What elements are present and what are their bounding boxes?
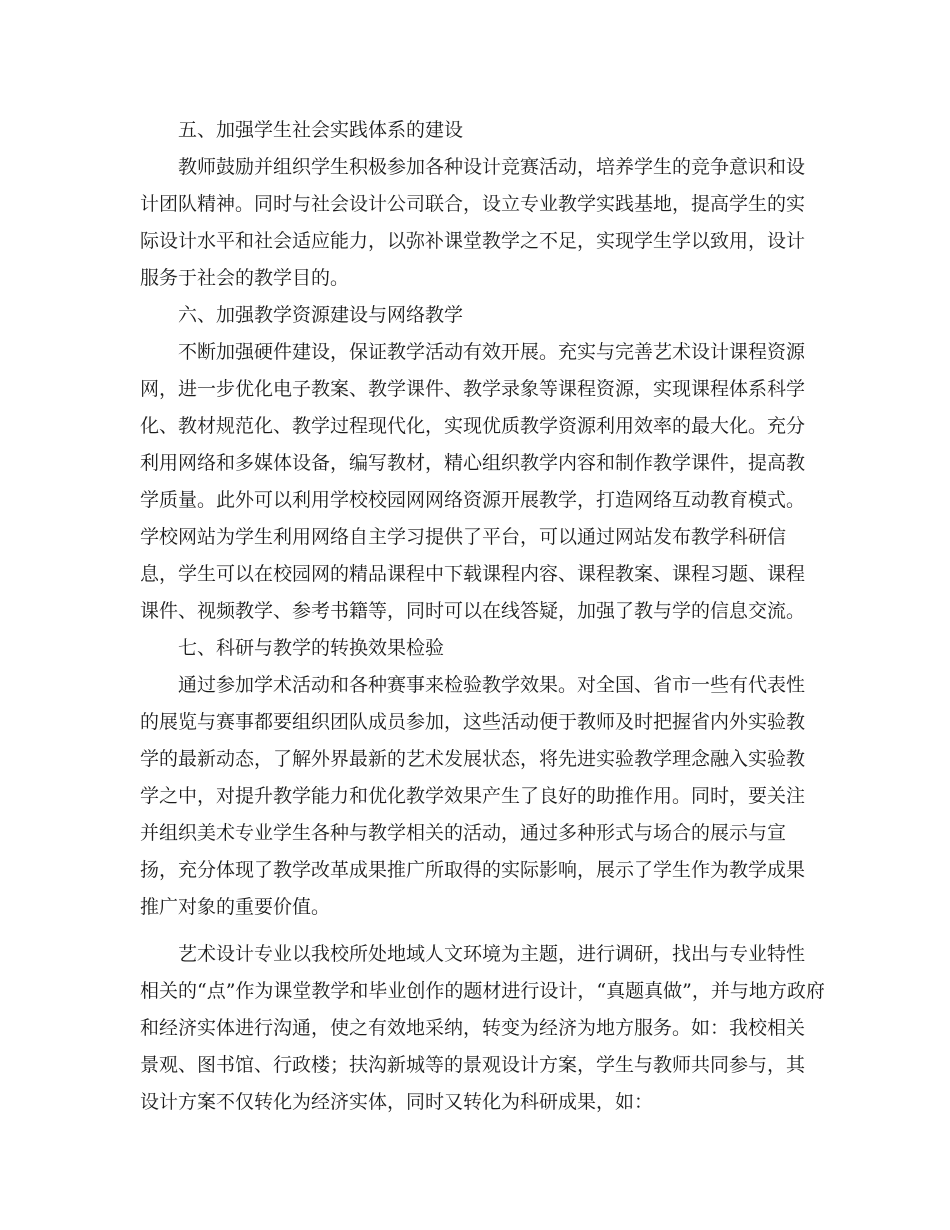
paragraph: [140, 149, 806, 297]
paragraph-line: 计团队精神。同时与社会设计公司联合，设立专业教学实践基地，提高学生的实: [140, 193, 806, 215]
paragraph-line: 服务于社会的教学目的。: [140, 267, 350, 289]
paragraph-line: 教师鼓励并组织学生积极参加各种设计竞赛活动，培养学生的竞争意识和设: [178, 156, 806, 178]
paragraph: [140, 936, 825, 1121]
paragraph-line: 的展览与赛事都要组织团队成员参加，这些活动便于教师及时把握省内外实验教: [140, 711, 806, 733]
paragraph: [140, 667, 806, 926]
paragraph-line: 不断加强硬件建设，保证教学活动有效开展。充实与完善艺术设计课程资源: [178, 341, 806, 363]
paragraph-line: 学校网站为学生利用网络自主学习提供了平台，可以通过网站发布教学科研信: [140, 526, 787, 548]
paragraph-gap: [140, 926, 800, 936]
paragraph-line: 景观、图书馆、行政楼；扶沟新城等的景观设计方案，学生与教师共同参与，其: [140, 1054, 806, 1076]
heading-text: 七、科研与教学的转换效果检验: [178, 637, 445, 659]
paragraph: [140, 334, 806, 630]
paragraph-line: 设计方案不仅转化为经济实体，同时又转化为科研成果，如：: [140, 1091, 654, 1113]
paragraph-line: 化、教材规范化、教学过程现代化，实现优质教学资源利用效率的最大化。充分: [140, 415, 806, 437]
heading-text: 五、加强学生社会实践体系的建设: [178, 119, 464, 141]
paragraph-line: 学质量。此外可以利用学校校园网网络资源开展教学，打造网络互动教育模式。: [140, 489, 806, 511]
paragraph-line: 网，进一步优化电子教案、教学课件、教学录象等课程资源，实现课程体系科学: [140, 378, 806, 400]
paragraph-line: 艺术设计专业以我校所处地域人文环境为主题，进行调研，找出与专业特性: [178, 943, 806, 965]
paragraph-line: 学的最新动态，了解外界最新的艺术发展状态，将先进实验教学理念融入实验教: [140, 748, 806, 770]
paragraph-line: 利用网络和多媒体设备，编写教材，精心组织教学内容和制作教学课件，提高教: [140, 452, 806, 474]
paragraph-line: 和经济实体进行沟通，使之有效地采纳，转变为经济为地方服务。如：我校相关: [140, 1017, 806, 1039]
heading-text: 六、加强教学资源建设与网络教学: [178, 304, 464, 326]
paragraph-line: 通过参加学术活动和各种赛事来检验教学效果。对全国、省市一些有代表性: [178, 674, 806, 696]
paragraph-line: 际设计水平和社会适应能力，以弥补课堂教学之不足，实现学生学以致用，设计: [140, 230, 806, 252]
paragraph-line: 息，学生可以在校园网的精品课程中下载课程内容、课程教案、课程习题、课程: [140, 563, 806, 585]
section-heading: [140, 297, 800, 334]
paragraph-line: 推广对象的重要价值。: [140, 896, 331, 918]
paragraph-line: 相关的“点”作为课堂教学和毕业创作的题材进行设计，“真题真做”，并与地方政府: [140, 980, 825, 1002]
paragraph-line: 并组织美术专业学生各种与教学相关的活动，通过多种形式与场合的展示与宣: [140, 822, 787, 844]
section-heading: [140, 112, 800, 149]
paragraph-line: 学之中，对提升教学能力和优化教学效果产生了良好的助推作用。同时，要关注: [140, 785, 806, 807]
paragraph-line: 课件、视频教学、参考书籍等，同时可以在线答疑，加强了教与学的信息交流。: [140, 600, 806, 622]
paragraph-line: 扬，充分体现了教学改革成果推广所取得的实际影响，展示了学生作为教学成果: [140, 859, 806, 881]
section-heading: [140, 630, 800, 667]
document-page: [140, 112, 825, 1121]
